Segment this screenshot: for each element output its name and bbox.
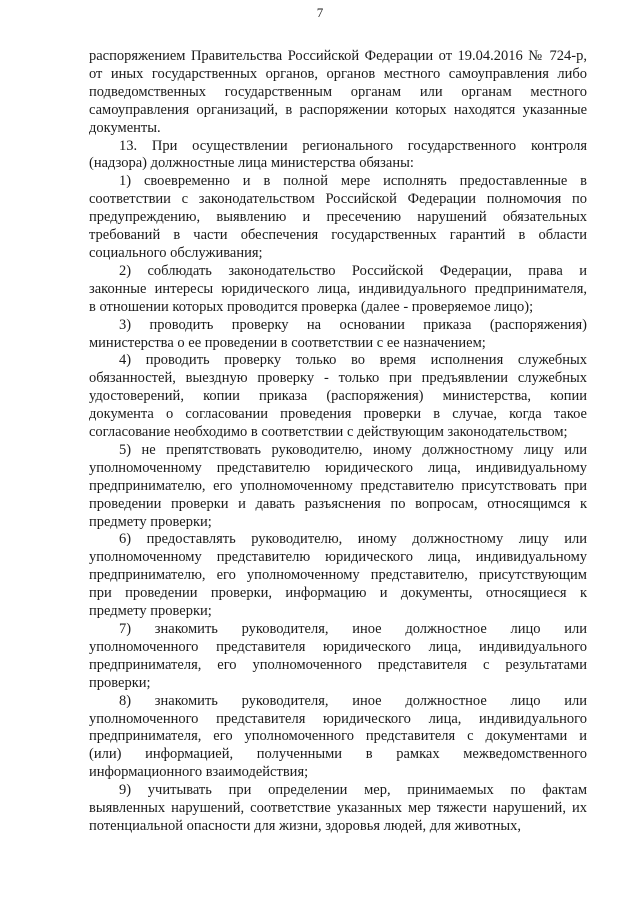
text-line: 1) своевременно и в полной мере исполнять предоставленные в xyxy=(119,173,587,190)
text-line: предупреждению, выявлению и пресечению нарушений обязательных xyxy=(89,209,587,226)
text-line: 5) не препятствовать руководителю, иному должностному лицу или xyxy=(119,441,587,458)
text-line: соответствии с законодательством Российской Федерации полномочия по xyxy=(89,191,587,208)
text-line: 3) проводить проверку на основании приказа (распоряжения) xyxy=(119,316,587,333)
text-line: самоуправления организаций, в распоряжении которых находятся указанные xyxy=(89,101,587,118)
text-line: уполномоченного представителя юридического лица, индивидуального xyxy=(89,638,587,655)
text-line: 7) знакомить руководителя, иное должностное лицо или xyxy=(119,621,587,637)
text-line: документа о согласовании проведения проверки в случае, когда такое xyxy=(89,406,587,423)
paragraph xyxy=(89,782,587,836)
paragraph xyxy=(89,138,587,174)
text-line: 4) проводить проверку только во время исполнения служебных xyxy=(119,352,587,369)
text-line: уполномоченного представителя юридического лица, индивидуального xyxy=(89,710,587,727)
text-line: удостоверений, копии приказа (распоряжения) министерства, копии xyxy=(89,388,587,405)
text-line: уполномоченному представителю юридического лица, индивидуальному xyxy=(89,549,587,566)
text-line: проведении проверки и давать разъяснения по вопросам, относящимся к xyxy=(89,495,587,512)
text-line: предпринимателя, его уполномоченного представителя с результатами xyxy=(89,656,587,673)
page-number: 7 xyxy=(316,5,324,20)
text-line: выявленных нарушений, соответствие указанных мер тяжести нарушений, их xyxy=(89,800,587,817)
text-line: при проведении проверки, информацию и документы, относящиеся к xyxy=(89,585,587,602)
text-line: согласование необходимо в соответствии с действующим законодательством; xyxy=(89,424,568,441)
document-body xyxy=(89,48,587,836)
text-line: (надзора) должностные лица министерства обязаны: xyxy=(89,155,414,172)
text-line: министерства о ее проведении в соответствии с ее назначением; xyxy=(89,334,486,351)
text-line: подведомственных государственным органам или органам местного xyxy=(89,83,587,100)
text-line: уполномоченному представителю юридического лица, индивидуальному xyxy=(89,459,587,476)
paragraph xyxy=(89,352,587,442)
text-line: предмету проверки; xyxy=(89,513,212,530)
paragraph xyxy=(89,173,587,263)
text-line: 6) предоставлять руководителю, иному должностному лицу или xyxy=(119,531,587,548)
paragraph xyxy=(89,442,587,532)
text-line: (или) информацией, полученными в рамках межведомственного xyxy=(89,746,587,763)
paragraph xyxy=(89,263,587,317)
text-line: предпринимателю, его уполномоченному представителю, присутствующим xyxy=(89,567,587,584)
text-line: 13. При осуществлении регионального государственного контроля xyxy=(119,137,587,154)
text-line: 9) учитывать при определении мер, принимаемых по фактам xyxy=(119,782,587,799)
text-line: 2) соблюдать законодательство Российской Федерации, права и xyxy=(119,262,587,279)
text-line: социального обслуживания; xyxy=(89,244,263,261)
text-line: предпринимателя, его уполномоченного представителя с документами и xyxy=(89,728,587,745)
paragraph xyxy=(89,621,587,693)
text-line: потенциальной опасности для жизни, здоровья людей, для животных, xyxy=(89,817,521,834)
text-line: распоряжением Правительства Российской Федерации от 19.04.2016 № 724-р, xyxy=(89,48,587,64)
text-line: документы. xyxy=(89,119,161,136)
text-line: предпринимателю, его уполномоченному представителю присутствовать при xyxy=(89,477,587,494)
text-line: обязанностей, выездную проверку - только при предъявлении служебных xyxy=(89,370,587,387)
paragraph xyxy=(89,317,587,353)
text-line: от иных государственных органов, органов местного самоуправления либо xyxy=(89,65,587,82)
text-line: 8) знакомить руководителя, иное должностное лицо или xyxy=(119,692,587,709)
text-line: информационного взаимодействия; xyxy=(89,764,309,781)
text-line: проверки; xyxy=(89,674,151,691)
text-line: законные интересы юридического лица, индивидуального предпринимателя, xyxy=(89,280,587,297)
text-line: требований в части обеспечения государственных гарантий в области xyxy=(89,227,587,244)
paragraph xyxy=(89,531,587,621)
text-line: в отношении которых проводится проверка (далее - проверяемое лицо); xyxy=(89,298,534,315)
text-line: предмету проверки; xyxy=(89,603,212,620)
paragraph xyxy=(89,48,587,138)
paragraph xyxy=(89,693,587,783)
